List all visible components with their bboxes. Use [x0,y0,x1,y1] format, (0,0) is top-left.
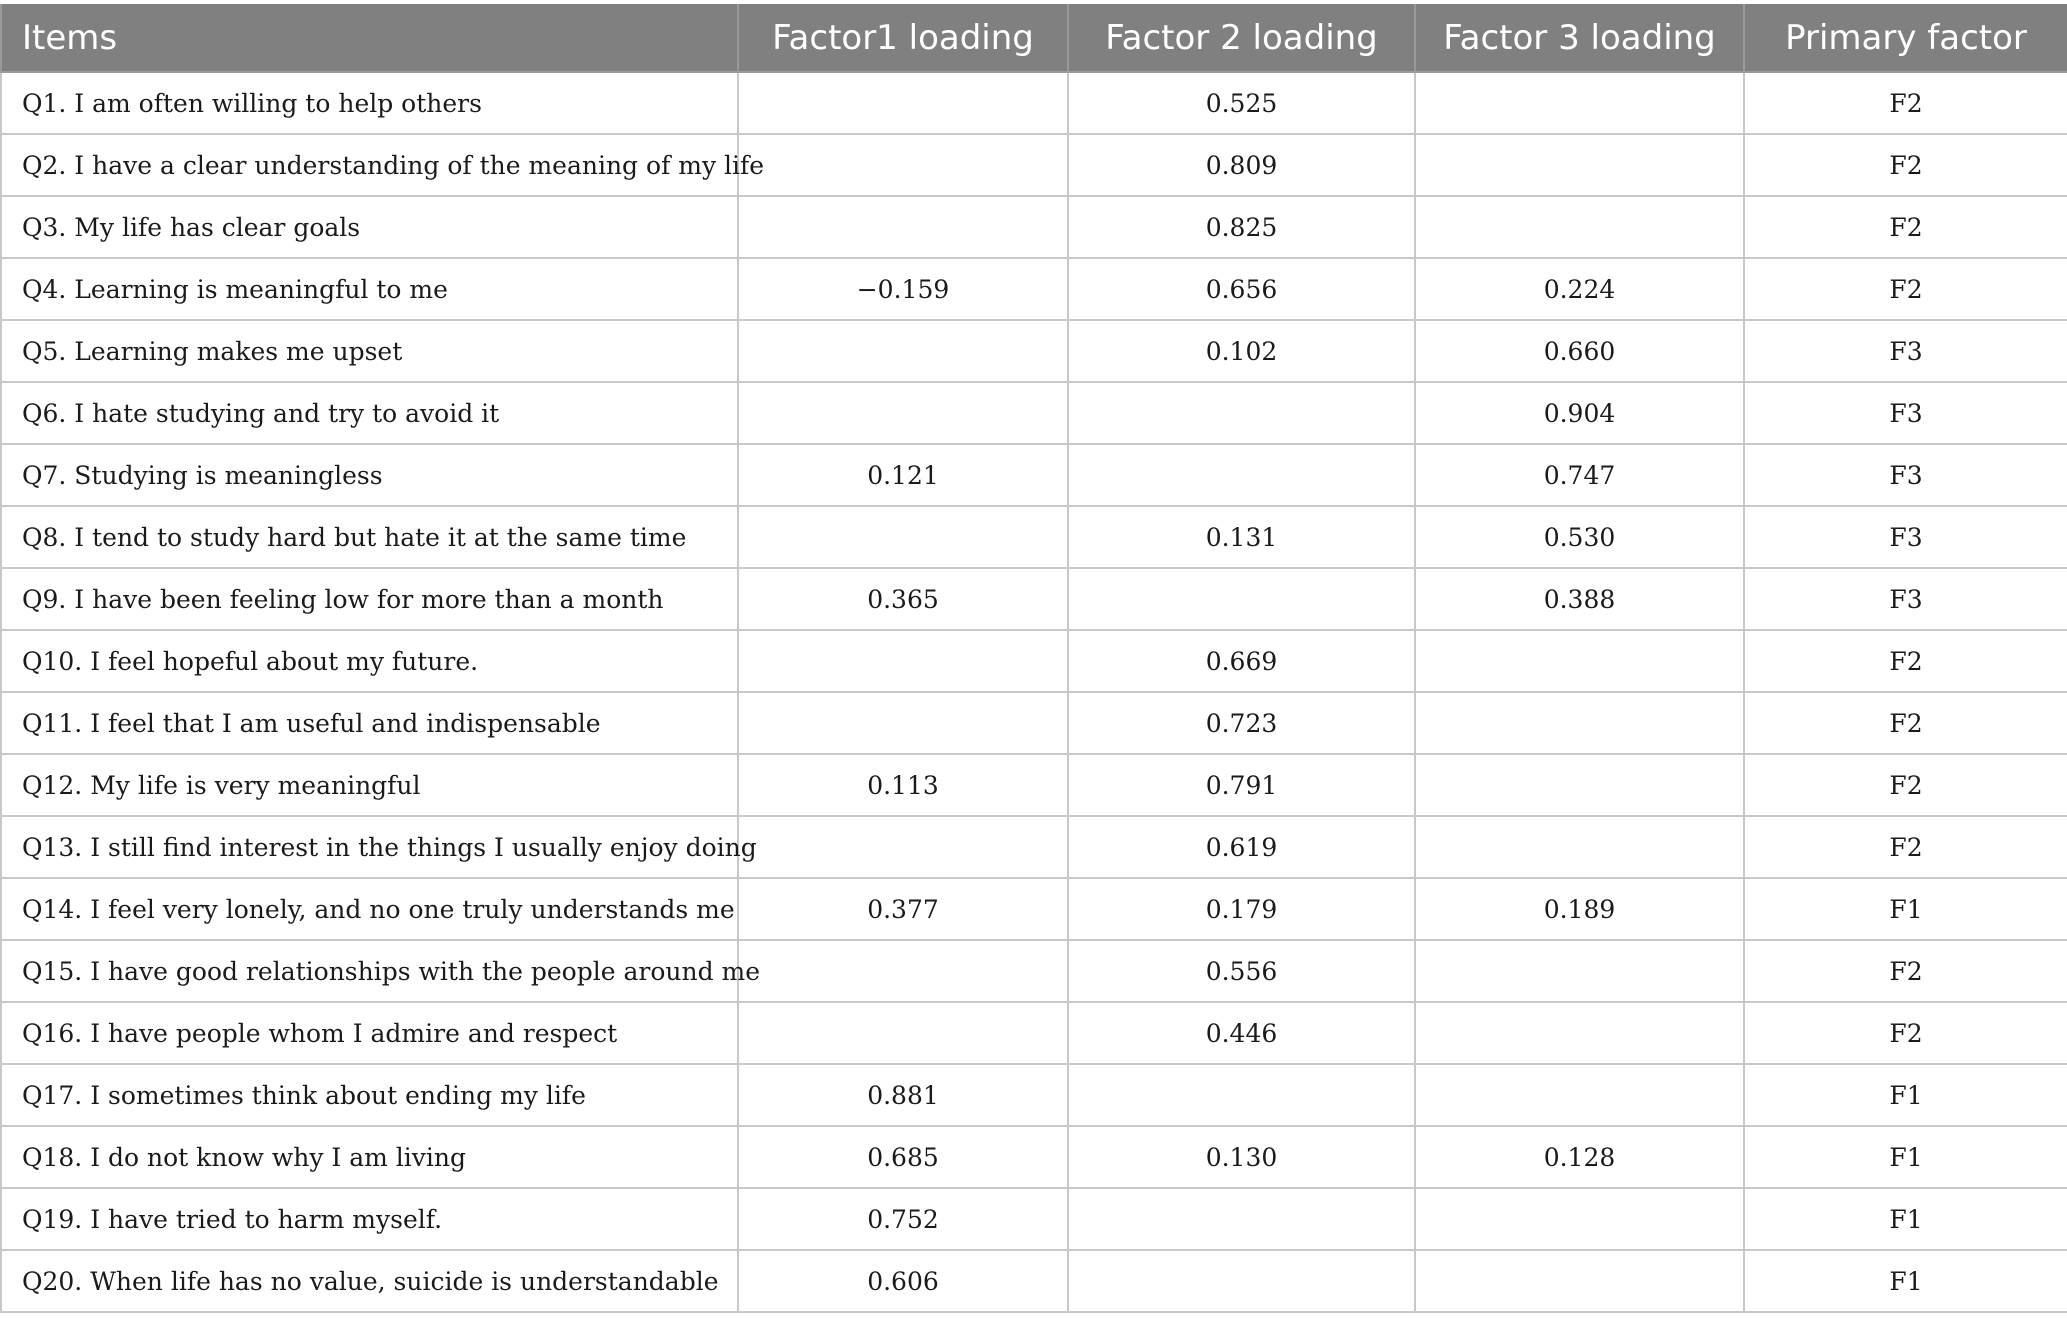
cell-factor1-loading: 0.685 [738,1126,1068,1188]
cell-item: Q6. I hate studying and try to avoid it [1,382,738,444]
cell-item: Q9. I have been feeling low for more than a month [1,568,738,630]
cell-factor2-loading: 0.102 [1068,320,1415,382]
cell-factor2-loading: 0.825 [1068,196,1415,258]
cell-factor3-loading: 0.660 [1415,320,1744,382]
cell-item: Q2. I have a clear understanding of the meaning of my life [1,134,738,196]
cell-factor3-loading [1415,134,1744,196]
cell-factor1-loading [738,382,1068,444]
header-factor2-loading: Factor 2 loading [1068,4,1415,72]
cell-factor2-loading: 0.130 [1068,1126,1415,1188]
cell-item: Q17. I sometimes think about ending my life [1,1064,738,1126]
cell-primary-factor: F3 [1744,444,2067,506]
cell-factor1-loading: 0.121 [738,444,1068,506]
cell-factor1-loading: 0.881 [738,1064,1068,1126]
header-factor3-loading: Factor 3 loading [1415,4,1744,72]
cell-factor2-loading: 0.809 [1068,134,1415,196]
cell-primary-factor: F3 [1744,506,2067,568]
cell-primary-factor: F1 [1744,1250,2067,1312]
header-items: Items [1,4,738,72]
cell-item: Q18. I do not know why I am living [1,1126,738,1188]
cell-primary-factor: F2 [1744,196,2067,258]
cell-item: Q7. Studying is meaningless [1,444,738,506]
cell-factor1-loading [738,196,1068,258]
cell-factor2-loading: 0.656 [1068,258,1415,320]
cell-factor3-loading: 0.224 [1415,258,1744,320]
cell-item: Q8. I tend to study hard but hate it at the same time [1,506,738,568]
cell-factor1-loading: 0.606 [738,1250,1068,1312]
cell-item: Q16. I have people whom I admire and respect [1,1002,738,1064]
cell-primary-factor: F1 [1744,878,2067,940]
cell-item: Q20. When life has no value, suicide is understandable [1,1250,738,1312]
cell-primary-factor: F3 [1744,320,2067,382]
table-row [1,940,2067,1002]
header-factor1-loading: Factor1 loading [738,4,1068,72]
table-row [1,444,2067,506]
cell-factor2-loading [1068,382,1415,444]
factor-loading-table [0,4,2067,1313]
cell-factor1-loading: −0.159 [738,258,1068,320]
cell-factor1-loading: 0.113 [738,754,1068,816]
cell-primary-factor: F2 [1744,630,2067,692]
cell-primary-factor: F1 [1744,1064,2067,1126]
cell-item: Q5. Learning makes me upset [1,320,738,382]
cell-factor3-loading [1415,630,1744,692]
cell-item: Q19. I have tried to harm myself. [1,1188,738,1250]
cell-primary-factor: F2 [1744,1002,2067,1064]
cell-factor3-loading: 0.530 [1415,506,1744,568]
factor-loading-table-container [0,4,2067,1313]
cell-factor1-loading [738,630,1068,692]
table-row [1,72,2067,134]
cell-primary-factor: F3 [1744,568,2067,630]
cell-primary-factor: F2 [1744,816,2067,878]
cell-primary-factor: F2 [1744,940,2067,1002]
cell-item: Q12. My life is very meaningful [1,754,738,816]
table-row [1,382,2067,444]
table-row [1,1188,2067,1250]
cell-item: Q3. My life has clear goals [1,196,738,258]
cell-factor3-loading [1415,1064,1744,1126]
table-header [1,4,2067,72]
cell-factor2-loading: 0.179 [1068,878,1415,940]
cell-factor1-loading [738,1002,1068,1064]
table-row [1,1250,2067,1312]
cell-factor2-loading: 0.669 [1068,630,1415,692]
cell-factor3-loading: 0.747 [1415,444,1744,506]
table-row [1,568,2067,630]
cell-primary-factor: F2 [1744,134,2067,196]
cell-item: Q13. I still find interest in the things I usually enjoy doing [1,816,738,878]
cell-factor3-loading: 0.904 [1415,382,1744,444]
cell-factor1-loading [738,72,1068,134]
cell-primary-factor: F2 [1744,754,2067,816]
cell-factor3-loading: 0.388 [1415,568,1744,630]
cell-factor1-loading [738,816,1068,878]
cell-factor2-loading: 0.131 [1068,506,1415,568]
cell-factor2-loading [1068,568,1415,630]
cell-factor2-loading [1068,1188,1415,1250]
cell-factor3-loading [1415,940,1744,1002]
cell-factor3-loading: 0.128 [1415,1126,1744,1188]
table-row [1,1064,2067,1126]
cell-factor3-loading: 0.189 [1415,878,1744,940]
cell-factor2-loading: 0.446 [1068,1002,1415,1064]
table-row [1,258,2067,320]
cell-factor2-loading [1068,1064,1415,1126]
cell-primary-factor: F2 [1744,692,2067,754]
cell-factor3-loading [1415,754,1744,816]
cell-primary-factor: F2 [1744,258,2067,320]
header-primary-factor: Primary factor [1744,4,2067,72]
cell-factor3-loading [1415,1188,1744,1250]
cell-primary-factor: F1 [1744,1188,2067,1250]
cell-item: Q10. I feel hopeful about my future. [1,630,738,692]
cell-item: Q11. I feel that I am useful and indispensable [1,692,738,754]
cell-item: Q14. I feel very lonely, and no one truly understands me [1,878,738,940]
table-row [1,506,2067,568]
table-row [1,134,2067,196]
cell-item: Q4. Learning is meaningful to me [1,258,738,320]
table-row [1,1002,2067,1064]
table-body [1,72,2067,1312]
table-row [1,320,2067,382]
table-row [1,630,2067,692]
cell-factor1-loading [738,320,1068,382]
cell-item: Q15. I have good relationships with the people around me [1,940,738,1002]
table-row [1,692,2067,754]
cell-factor3-loading [1415,196,1744,258]
cell-factor3-loading [1415,692,1744,754]
cell-factor2-loading [1068,444,1415,506]
cell-factor3-loading [1415,816,1744,878]
header-row [1,4,2067,72]
table-row [1,1126,2067,1188]
cell-factor3-loading [1415,1002,1744,1064]
cell-factor2-loading: 0.525 [1068,72,1415,134]
cell-factor1-loading [738,506,1068,568]
cell-factor2-loading: 0.619 [1068,816,1415,878]
cell-factor1-loading: 0.752 [738,1188,1068,1250]
cell-factor2-loading: 0.556 [1068,940,1415,1002]
cell-factor2-loading [1068,1250,1415,1312]
cell-factor2-loading: 0.791 [1068,754,1415,816]
cell-factor2-loading: 0.723 [1068,692,1415,754]
cell-primary-factor: F2 [1744,72,2067,134]
table-row [1,754,2067,816]
cell-factor1-loading: 0.365 [738,568,1068,630]
cell-factor3-loading [1415,72,1744,134]
cell-factor1-loading [738,692,1068,754]
cell-factor1-loading: 0.377 [738,878,1068,940]
cell-item: Q1. I am often willing to help others [1,72,738,134]
table-row [1,878,2067,940]
cell-primary-factor: F1 [1744,1126,2067,1188]
table-row [1,196,2067,258]
cell-factor1-loading [738,134,1068,196]
cell-factor1-loading [738,940,1068,1002]
table-row [1,816,2067,878]
cell-factor3-loading [1415,1250,1744,1312]
cell-primary-factor: F3 [1744,382,2067,444]
